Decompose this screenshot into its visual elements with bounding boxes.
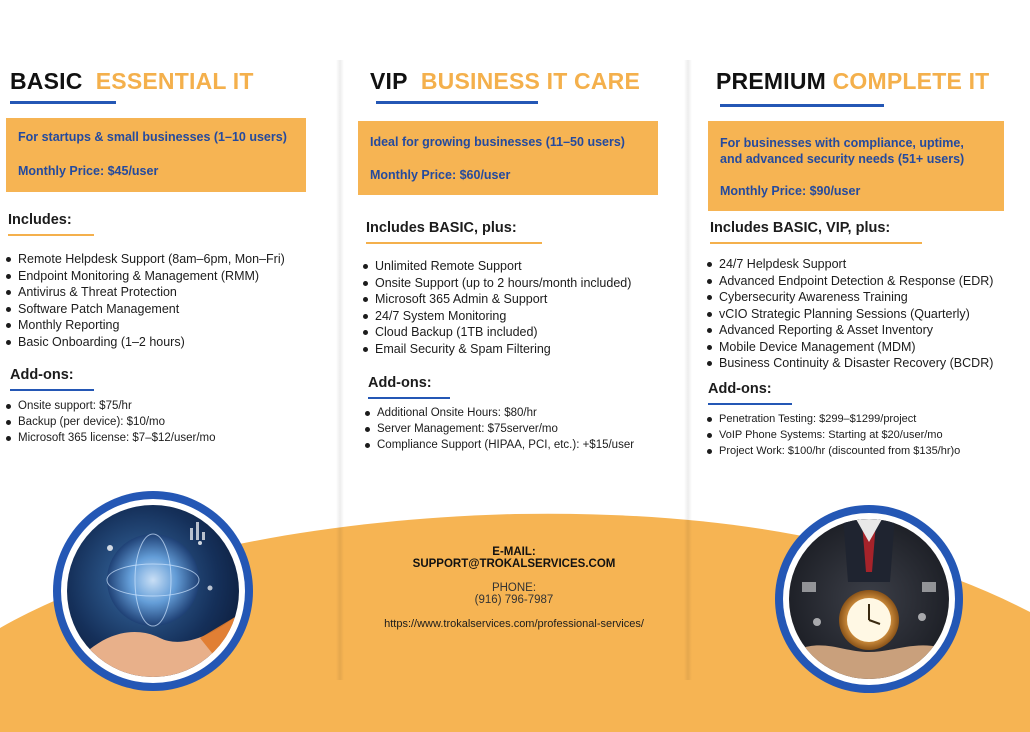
list-item: Mobile Device Management (MDM) bbox=[706, 339, 993, 356]
list-item: Advanced Reporting & Asset Inventory bbox=[706, 322, 993, 339]
premium-price-box bbox=[708, 121, 1004, 211]
list-item: Compliance Support (HIPAA, PCI, etc.): +$15/user bbox=[364, 437, 634, 453]
list-item: VoIP Phone Systems: Starting at $20/user/mo bbox=[706, 427, 960, 443]
list-item: Cloud Backup (1TB included) bbox=[362, 324, 631, 341]
basic-addons-list bbox=[5, 398, 216, 446]
vip-includes-heading: Includes BASIC, plus: bbox=[366, 220, 517, 236]
list-item: Onsite Support (up to 2 hours/month included) bbox=[362, 275, 631, 292]
basic-title: BASIC ESSENTIAL IT bbox=[10, 68, 254, 94]
list-item: 24/7 System Monitoring bbox=[362, 308, 631, 325]
list-item: Penetration Testing: $299–$1299/project bbox=[706, 411, 960, 427]
list-item: Microsoft 365 Admin & Support bbox=[362, 291, 631, 308]
basic-audience: For startups & small businesses (1–10 users) bbox=[18, 130, 287, 144]
premium-includes-list bbox=[706, 256, 993, 372]
vip-addons-heading: Add-ons: bbox=[368, 375, 432, 391]
list-item: Business Continuity & Disaster Recovery (BCDR) bbox=[706, 355, 993, 372]
basic-includes-heading: Includes: bbox=[8, 212, 72, 228]
premium-includes-underline bbox=[710, 242, 922, 244]
list-item: Onsite support: $75/hr bbox=[5, 398, 216, 414]
list-item: Cybersecurity Awareness Training bbox=[706, 289, 993, 306]
globe-in-hand-icon bbox=[50, 488, 256, 694]
list-item: Unlimited Remote Support bbox=[362, 258, 631, 275]
premium-title: PREMIUM COMPLETE IT bbox=[716, 68, 990, 94]
list-item: Microsoft 365 license: $7–$12/user/mo bbox=[5, 430, 216, 446]
list-item: Server Management: $75server/mo bbox=[364, 421, 634, 437]
vip-price: Monthly Price: $60/user bbox=[370, 168, 511, 182]
premium-addons-underline bbox=[708, 403, 792, 405]
basic-addons-underline bbox=[10, 389, 94, 391]
vip-price-box bbox=[358, 121, 658, 195]
list-item: Endpoint Monitoring & Management (RMM) bbox=[5, 268, 285, 285]
basic-price-box bbox=[6, 118, 306, 192]
list-item: Backup (per device): $10/mo bbox=[5, 414, 216, 430]
basic-title-underline bbox=[10, 101, 116, 104]
premium-addons-heading: Add-ons: bbox=[708, 381, 772, 397]
vip-addons-underline bbox=[368, 397, 450, 399]
vip-includes-list bbox=[362, 258, 631, 357]
list-item: Basic Onboarding (1–2 hours) bbox=[5, 334, 285, 351]
list-item: Additional Onsite Hours: $80/hr bbox=[364, 405, 634, 421]
list-item: Advanced Endpoint Detection & Response (EDR) bbox=[706, 273, 993, 290]
premium-price: Monthly Price: $90/user bbox=[720, 184, 861, 198]
basic-includes-list bbox=[5, 251, 285, 350]
list-item: Email Security & Spam Filtering bbox=[362, 341, 631, 358]
business-clock-icon bbox=[772, 502, 966, 696]
phone-number[interactable]: (916) 796-7987 bbox=[474, 594, 554, 606]
premium-title-underline bbox=[720, 104, 884, 107]
email-address[interactable]: SUPPORT@TROKALSERVICES.COM bbox=[412, 558, 616, 570]
list-item: Project Work: $100/hr (discounted from $135/hr)o bbox=[706, 443, 960, 459]
list-item: vCIO Strategic Planning Sessions (Quarterly) bbox=[706, 306, 993, 323]
premium-includes-heading: Includes BASIC, VIP, plus: bbox=[710, 220, 891, 236]
email-label: E-MAIL: bbox=[492, 546, 536, 558]
phone-label: PHONE: bbox=[491, 582, 537, 594]
vip-title: VIP BUSINESS IT CARE bbox=[370, 68, 641, 94]
premium-audience-line2: and advanced security needs (51+ users) bbox=[720, 152, 965, 166]
list-item: Software Patch Management bbox=[5, 301, 285, 318]
vip-addons-list bbox=[364, 405, 634, 453]
list-item: Antivirus & Threat Protection bbox=[5, 284, 285, 301]
list-item: 24/7 Helpdesk Support bbox=[706, 256, 993, 273]
basic-includes-underline bbox=[8, 234, 94, 236]
premium-audience-line1: For businesses with compliance, uptime, bbox=[720, 136, 964, 150]
basic-addons-heading: Add-ons: bbox=[10, 367, 74, 383]
contact-block bbox=[340, 546, 688, 630]
list-item: Remote Helpdesk Support (8am–6pm, Mon–Fri) bbox=[5, 251, 285, 268]
basic-price: Monthly Price: $45/user bbox=[18, 164, 159, 178]
premium-addons-list bbox=[706, 411, 960, 459]
website-link[interactable]: https://www.trokalservices.com/professional-services/ bbox=[384, 618, 644, 630]
vip-title-underline bbox=[376, 101, 538, 104]
vip-audience: Ideal for growing businesses (11–50 users) bbox=[370, 135, 625, 149]
list-item: Monthly Reporting bbox=[5, 317, 285, 334]
vip-includes-underline bbox=[366, 242, 542, 244]
